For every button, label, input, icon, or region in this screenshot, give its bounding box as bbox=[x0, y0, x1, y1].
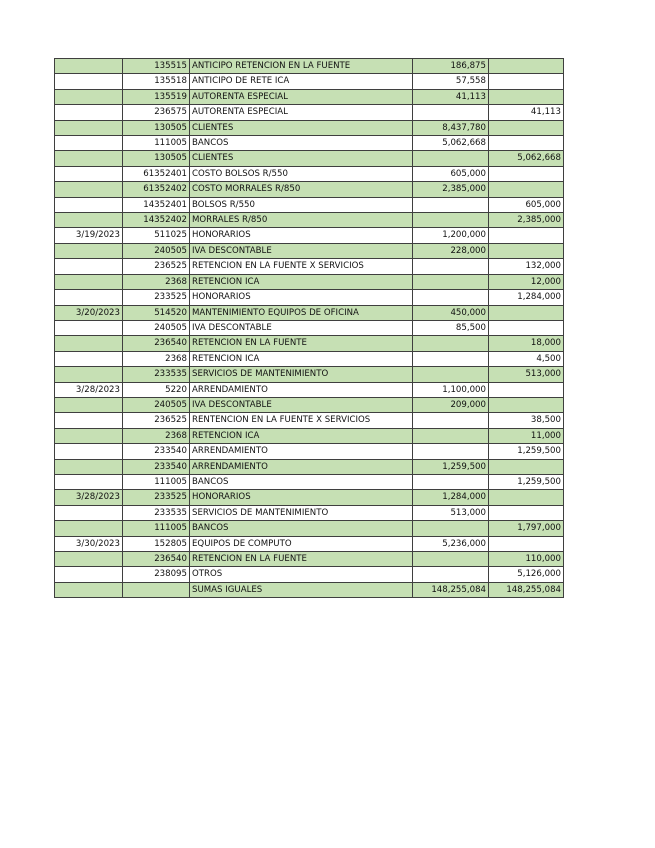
account-description-cell: MANTENIMIENTO EQUIPOS DE OFICINA bbox=[190, 305, 413, 320]
credit-cell bbox=[489, 182, 564, 197]
table-row bbox=[55, 228, 564, 243]
account-code-cell: 61352401 bbox=[123, 166, 190, 181]
date-cell bbox=[55, 428, 123, 443]
debit-cell bbox=[413, 521, 489, 536]
account-description-cell: IVA DESCONTABLE bbox=[190, 320, 413, 335]
table-row bbox=[55, 428, 564, 443]
table-row bbox=[55, 320, 564, 335]
table-row bbox=[55, 382, 564, 397]
credit-cell: 1,284,000 bbox=[489, 290, 564, 305]
date-cell bbox=[55, 243, 123, 258]
date-cell: 3/30/2023 bbox=[55, 536, 123, 551]
account-code-cell: 14352402 bbox=[123, 213, 190, 228]
debit-cell bbox=[413, 552, 489, 567]
table-row bbox=[55, 552, 564, 567]
credit-cell: 18,000 bbox=[489, 336, 564, 351]
table-row bbox=[55, 505, 564, 520]
debit-cell bbox=[413, 428, 489, 443]
credit-cell: 41,113 bbox=[489, 105, 564, 120]
table-row bbox=[55, 413, 564, 428]
account-description-cell: COSTO BOLSOS R/550 bbox=[190, 166, 413, 181]
account-description-cell: CLIENTES bbox=[190, 151, 413, 166]
credit-cell: 1,797,000 bbox=[489, 521, 564, 536]
date-cell: 3/28/2023 bbox=[55, 490, 123, 505]
table-row bbox=[55, 151, 564, 166]
date-cell bbox=[55, 413, 123, 428]
debit-cell bbox=[413, 351, 489, 366]
table-row bbox=[55, 367, 564, 382]
table-row bbox=[55, 59, 564, 74]
account-description-cell: BOLSOS R/550 bbox=[190, 197, 413, 212]
credit-cell bbox=[489, 243, 564, 258]
debit-cell bbox=[413, 213, 489, 228]
debit-cell bbox=[413, 197, 489, 212]
debit-cell bbox=[413, 274, 489, 289]
debit-cell: 57,558 bbox=[413, 74, 489, 89]
table-row bbox=[55, 459, 564, 474]
credit-cell bbox=[489, 59, 564, 74]
debit-cell: 8,437,780 bbox=[413, 120, 489, 135]
debit-cell bbox=[413, 151, 489, 166]
credit-cell bbox=[489, 166, 564, 181]
date-cell bbox=[55, 567, 123, 582]
account-description-cell: RETENCION EN LA FUENTE bbox=[190, 552, 413, 567]
debit-cell: 2,385,000 bbox=[413, 182, 489, 197]
debit-cell bbox=[413, 367, 489, 382]
account-code-cell: 233535 bbox=[123, 367, 190, 382]
credit-cell: 5,062,668 bbox=[489, 151, 564, 166]
account-code-cell: 233525 bbox=[123, 290, 190, 305]
date-cell bbox=[55, 582, 123, 597]
account-description-cell: ARRENDAMIENTO bbox=[190, 382, 413, 397]
account-description-cell: EQUIPOS DE COMPUTO bbox=[190, 536, 413, 551]
credit-cell: 148,255,084 bbox=[489, 582, 564, 597]
debit-cell bbox=[413, 413, 489, 428]
account-description-cell: MORRALES R/850 bbox=[190, 213, 413, 228]
account-code-cell: 2368 bbox=[123, 428, 190, 443]
date-cell bbox=[55, 59, 123, 74]
table-row bbox=[55, 166, 564, 181]
debit-cell: 5,062,668 bbox=[413, 136, 489, 151]
account-code-cell: 240505 bbox=[123, 397, 190, 412]
table-row bbox=[55, 213, 564, 228]
account-description-cell: RETENCION EN LA FUENTE bbox=[190, 336, 413, 351]
debit-cell: 513,000 bbox=[413, 505, 489, 520]
account-code-cell: 238095 bbox=[123, 567, 190, 582]
account-description-cell: AUTORENTA ESPECIAL bbox=[190, 105, 413, 120]
account-description-cell: COSTO MORRALES R/850 bbox=[190, 182, 413, 197]
credit-cell: 1,259,500 bbox=[489, 474, 564, 489]
table-row bbox=[55, 105, 564, 120]
account-description-cell: HONORARIOS bbox=[190, 490, 413, 505]
table-row bbox=[55, 305, 564, 320]
table-row bbox=[55, 351, 564, 366]
debit-cell: 605,000 bbox=[413, 166, 489, 181]
account-code-cell: 236540 bbox=[123, 552, 190, 567]
account-code-cell: 236540 bbox=[123, 336, 190, 351]
date-cell bbox=[55, 105, 123, 120]
table-row bbox=[55, 89, 564, 104]
credit-cell bbox=[489, 228, 564, 243]
credit-cell bbox=[489, 89, 564, 104]
date-cell bbox=[55, 367, 123, 382]
date-cell bbox=[55, 320, 123, 335]
table-row bbox=[55, 243, 564, 258]
account-code-cell bbox=[123, 582, 190, 597]
date-cell bbox=[55, 397, 123, 412]
account-description-cell: ANTICIPO RETENCION EN LA FUENTE bbox=[190, 59, 413, 74]
date-cell bbox=[55, 521, 123, 536]
account-code-cell: 111005 bbox=[123, 136, 190, 151]
account-description-cell: SERVICIOS DE MANTENIMIENTO bbox=[190, 505, 413, 520]
account-code-cell: 14352401 bbox=[123, 197, 190, 212]
account-description-cell: CLIENTES bbox=[190, 120, 413, 135]
date-cell bbox=[55, 444, 123, 459]
account-description-cell: RETENCION ICA bbox=[190, 351, 413, 366]
debit-cell bbox=[413, 336, 489, 351]
account-code-cell: 61352402 bbox=[123, 182, 190, 197]
debit-cell: 1,284,000 bbox=[413, 490, 489, 505]
account-description-cell: RETENCION ICA bbox=[190, 428, 413, 443]
date-cell bbox=[55, 166, 123, 181]
account-code-cell: 233535 bbox=[123, 505, 190, 520]
account-description-cell: AUTORENTA ESPECIAL bbox=[190, 89, 413, 104]
credit-cell: 2,385,000 bbox=[489, 213, 564, 228]
account-description-cell: ARRENDAMIENTO bbox=[190, 459, 413, 474]
account-code-cell: 240505 bbox=[123, 320, 190, 335]
date-cell bbox=[55, 213, 123, 228]
account-code-cell: 236525 bbox=[123, 259, 190, 274]
date-cell bbox=[55, 552, 123, 567]
table-row bbox=[55, 444, 564, 459]
account-code-cell: 111005 bbox=[123, 521, 190, 536]
account-code-cell: 152805 bbox=[123, 536, 190, 551]
account-description-cell: RENTENCION EN LA FUENTE X SERVICIOS bbox=[190, 413, 413, 428]
account-code-cell: 240505 bbox=[123, 243, 190, 258]
totals-row bbox=[55, 582, 564, 597]
credit-cell: 11,000 bbox=[489, 428, 564, 443]
debit-cell bbox=[413, 567, 489, 582]
account-description-cell: BANCOS bbox=[190, 521, 413, 536]
debit-cell: 1,100,000 bbox=[413, 382, 489, 397]
table-row bbox=[55, 490, 564, 505]
date-cell bbox=[55, 136, 123, 151]
account-description-cell: ARRENDAMIENTO bbox=[190, 444, 413, 459]
date-cell: 3/19/2023 bbox=[55, 228, 123, 243]
date-cell bbox=[55, 351, 123, 366]
date-cell: 3/20/2023 bbox=[55, 305, 123, 320]
date-cell: 3/28/2023 bbox=[55, 382, 123, 397]
debit-cell bbox=[413, 474, 489, 489]
debit-cell: 1,259,500 bbox=[413, 459, 489, 474]
date-cell bbox=[55, 89, 123, 104]
debit-cell bbox=[413, 105, 489, 120]
date-cell bbox=[55, 459, 123, 474]
date-cell bbox=[55, 120, 123, 135]
table-row bbox=[55, 397, 564, 412]
table-row bbox=[55, 521, 564, 536]
account-code-cell: 111005 bbox=[123, 474, 190, 489]
date-cell bbox=[55, 336, 123, 351]
account-code-cell: 236525 bbox=[123, 413, 190, 428]
account-code-cell: 130505 bbox=[123, 151, 190, 166]
debit-cell bbox=[413, 290, 489, 305]
table-row bbox=[55, 136, 564, 151]
account-description-cell: OTROS bbox=[190, 567, 413, 582]
credit-cell bbox=[489, 320, 564, 335]
table-row bbox=[55, 336, 564, 351]
credit-cell: 5,126,000 bbox=[489, 567, 564, 582]
account-description-cell: BANCOS bbox=[190, 474, 413, 489]
credit-cell: 132,000 bbox=[489, 259, 564, 274]
debit-cell bbox=[413, 259, 489, 274]
account-code-cell: 5220 bbox=[123, 382, 190, 397]
debit-cell: 450,000 bbox=[413, 305, 489, 320]
account-code-cell: 233525 bbox=[123, 490, 190, 505]
credit-cell bbox=[489, 305, 564, 320]
credit-cell: 513,000 bbox=[489, 367, 564, 382]
account-code-cell: 236575 bbox=[123, 105, 190, 120]
account-code-cell: 2368 bbox=[123, 351, 190, 366]
account-code-cell: 233540 bbox=[123, 444, 190, 459]
account-code-cell: 511025 bbox=[123, 228, 190, 243]
account-code-cell: 135518 bbox=[123, 74, 190, 89]
date-cell bbox=[55, 290, 123, 305]
account-description-cell: SERVICIOS DE MANTENIMIENTO bbox=[190, 367, 413, 382]
account-description-cell: HONORARIOS bbox=[190, 290, 413, 305]
date-cell bbox=[55, 505, 123, 520]
account-code-cell: 233540 bbox=[123, 459, 190, 474]
account-code-cell: 135519 bbox=[123, 89, 190, 104]
account-code-cell: 514520 bbox=[123, 305, 190, 320]
credit-cell bbox=[489, 397, 564, 412]
table-row bbox=[55, 74, 564, 89]
account-description-cell: RETENCION EN LA FUENTE X SERVICIOS bbox=[190, 259, 413, 274]
credit-cell bbox=[489, 74, 564, 89]
credit-cell: 1,259,500 bbox=[489, 444, 564, 459]
table-row bbox=[55, 290, 564, 305]
credit-cell bbox=[489, 490, 564, 505]
account-description-cell: IVA DESCONTABLE bbox=[190, 397, 413, 412]
account-description-cell: HONORARIOS bbox=[190, 228, 413, 243]
credit-cell bbox=[489, 505, 564, 520]
debit-cell: 5,236,000 bbox=[413, 536, 489, 551]
table-row bbox=[55, 259, 564, 274]
date-cell bbox=[55, 151, 123, 166]
credit-cell: 4,500 bbox=[489, 351, 564, 366]
debit-cell: 1,200,000 bbox=[413, 228, 489, 243]
credit-cell bbox=[489, 459, 564, 474]
ledger-table bbox=[54, 58, 564, 598]
debit-cell: 85,500 bbox=[413, 320, 489, 335]
account-description-cell: BANCOS bbox=[190, 136, 413, 151]
account-description-cell: IVA DESCONTABLE bbox=[190, 243, 413, 258]
debit-cell: 186,875 bbox=[413, 59, 489, 74]
table-row bbox=[55, 197, 564, 212]
date-cell bbox=[55, 182, 123, 197]
table-row bbox=[55, 274, 564, 289]
account-description-cell: SUMAS IGUALES bbox=[190, 582, 413, 597]
debit-cell: 148,255,084 bbox=[413, 582, 489, 597]
debit-cell: 209,000 bbox=[413, 397, 489, 412]
account-code-cell: 2368 bbox=[123, 274, 190, 289]
table-row bbox=[55, 182, 564, 197]
date-cell bbox=[55, 74, 123, 89]
table-row bbox=[55, 474, 564, 489]
account-description-cell: ANTICIPO DE RETE ICA bbox=[190, 74, 413, 89]
debit-cell bbox=[413, 444, 489, 459]
credit-cell bbox=[489, 136, 564, 151]
debit-cell: 41,113 bbox=[413, 89, 489, 104]
credit-cell: 605,000 bbox=[489, 197, 564, 212]
account-code-cell: 130505 bbox=[123, 120, 190, 135]
credit-cell bbox=[489, 382, 564, 397]
table-row bbox=[55, 567, 564, 582]
credit-cell: 38,500 bbox=[489, 413, 564, 428]
table-row bbox=[55, 536, 564, 551]
debit-cell: 228,000 bbox=[413, 243, 489, 258]
date-cell bbox=[55, 197, 123, 212]
credit-cell bbox=[489, 536, 564, 551]
account-code-cell: 135515 bbox=[123, 59, 190, 74]
date-cell bbox=[55, 474, 123, 489]
date-cell bbox=[55, 274, 123, 289]
table-row bbox=[55, 120, 564, 135]
credit-cell: 12,000 bbox=[489, 274, 564, 289]
credit-cell bbox=[489, 120, 564, 135]
ledger-body bbox=[55, 59, 564, 598]
credit-cell: 110,000 bbox=[489, 552, 564, 567]
account-description-cell: RETENCION ICA bbox=[190, 274, 413, 289]
date-cell bbox=[55, 259, 123, 274]
